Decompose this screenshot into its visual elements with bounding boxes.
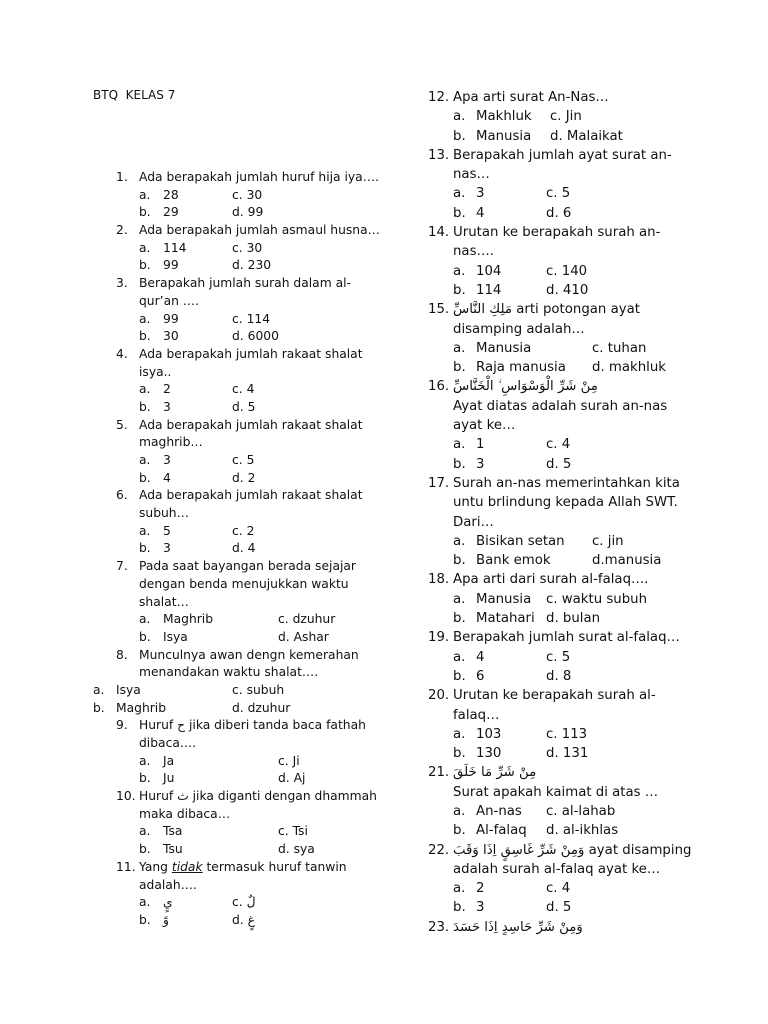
question-17-line-3: Dari… <box>453 514 494 530</box>
question-11: 11. Yang tidak termasuk huruf tanwin <box>116 859 347 874</box>
option-row: a. Manusia c. waktu subuh <box>453 591 648 607</box>
question-4: 4. Ada berapakah jumlah rakaat shalat <box>116 346 363 361</box>
question-3: 3. Berapakah jumlah surah dalam al- <box>116 276 351 291</box>
question-13-line-2: nas… <box>453 167 490 183</box>
question-1: 1. Ada berapakah jumlah huruf hija iya…. <box>116 170 379 184</box>
arabic-verse: مَلِكِ النَّاسِّ <box>453 302 512 318</box>
option-row: b. Manusia d. Malaikat <box>453 128 623 144</box>
option-row: b. 3 d. 4 <box>139 541 256 556</box>
question-5-line-2: maghrib… <box>139 435 203 450</box>
option-row: a. 103 c. 113 <box>453 726 588 742</box>
left-column <box>0 169 410 930</box>
question-12: 12. Apa arti surat An-Nas… <box>428 90 609 105</box>
option-row: a. 5 c. 2 <box>139 523 255 538</box>
option-row: a. 4 c. 5 <box>453 649 571 665</box>
option-row: a. Tsa c. Tsi <box>139 824 308 839</box>
option-row: a. Manusia c. tuhan <box>453 340 647 356</box>
arabic-verse: مِنْ شَرِّ الْوَسْوَاسِ ۙ الْخَنَّاسِّ <box>453 379 598 395</box>
option-row: b. 3 d. 5 <box>453 900 572 916</box>
question-7-line-3: shalat… <box>139 594 189 609</box>
option-row: b. 130 d. 131 <box>453 746 589 762</box>
option-row: a. 1 c. 4 <box>453 437 571 453</box>
question-4-line-2: isya.. <box>139 364 172 379</box>
question-5: 5. Ada berapakah jumlah rakaat shalat <box>116 417 363 432</box>
question-6: 6. Ada berapakah jumlah rakaat shalat <box>116 488 363 503</box>
option-row: a. 114 c. 30 <box>139 240 263 255</box>
question-18: 18. Apa arti dari surah al-falaq…. <box>428 572 649 588</box>
question-11-line-2: adalah…. <box>139 877 197 892</box>
question-22: 22. وَمِنْ شَرِّ غَاسِقٍ اِذَا وَقَبَ ayat disamping <box>428 842 692 858</box>
arabic-verse: مِنْ شَرِّ مَا خَلَقَ <box>453 765 537 781</box>
question-20-line-2: falaq… <box>453 707 500 723</box>
option-row: a. An-nas c. al-lahab <box>453 803 616 819</box>
option-row: a. Bisikan setan c. jin <box>453 533 624 549</box>
option-row: b. 99 d. 230 <box>139 258 272 273</box>
question-16: 16. مِنْ شَرِّ الْوَسْوَاسِ ۙ الْخَنَّاسِّ <box>428 377 678 396</box>
option-row: a. Maghrib c. dzuhur <box>139 612 336 627</box>
question-21-line-2: Surat apakah kaimat di atas … <box>453 784 659 800</box>
question-9-line-2: dibaca…. <box>139 736 197 750</box>
option-row: b. Maghrib d. dzuhur <box>93 700 291 715</box>
question-7: 7. Pada saat bayangan berada sejajar <box>116 559 356 574</box>
option-row: a. يٍ c. لٌ <box>139 895 256 910</box>
option-row: a. 2 c. 4 <box>453 881 571 897</box>
arabic-verse: وَمِنْ شَرِّ حَاسِدٍ اِذَا حَسَدَ <box>453 919 583 935</box>
option-row: b. 4 d. 6 <box>453 205 572 221</box>
option-row: b. Tsu d. sya <box>139 842 315 857</box>
option-row: b. وً d. غٍ <box>139 912 255 927</box>
option-row: b. 4 d. 2 <box>139 470 256 485</box>
option-row: a. 3 c. 5 <box>139 453 255 467</box>
option-row: a. Ja c. Ji <box>139 753 300 768</box>
question-16-line-3: ayat ke… <box>453 418 516 434</box>
option-row: b. Isya d. Ashar <box>139 629 329 644</box>
question-23: 23. وَمِنْ شَرِّ حَاسِدٍ اِذَا حَسَدَ <box>428 918 678 937</box>
question-9: 9. Huruf ح jika diberi tanda baca fathah <box>116 718 366 733</box>
question-6-line-2: subuh… <box>139 506 189 521</box>
option-row: b. 3 d. 5 <box>139 399 256 414</box>
underlined-word: tidak <box>171 859 203 874</box>
question-21: 21. مِنْ شَرِّ مَا خَلَقَ <box>428 763 678 782</box>
question-22-line-2: adalah surah al-falaq ayat ke… <box>453 861 661 877</box>
question-7-line-2: dengan benda menujukkan waktu <box>139 576 349 591</box>
option-row: a. 104 c. 140 <box>453 263 588 279</box>
option-row: b. Bank emok d.manusia <box>453 553 662 569</box>
question-20: 20. Urutan ke berapakah surah al- <box>428 688 656 704</box>
option-row: a. 3 c. 5 <box>453 186 571 202</box>
option-row: a. 99 c. 114 <box>139 311 271 326</box>
question-3-line-2: qur’an …. <box>139 293 200 308</box>
question-16-line-2: Ayat diatas adalah surah an-nas <box>453 398 668 414</box>
question-19: 19. Berapakah jumlah surat al-falaq… <box>428 630 680 646</box>
worksheet-title: BTQ KELAS 7 <box>93 88 176 102</box>
option-row: b. 6 d. 8 <box>453 668 572 684</box>
question-17: 17. Surah an-nas memerintahkan kita <box>428 475 680 491</box>
option-row: a. 28 c. 30 <box>139 187 263 202</box>
question-15-line-2: disamping adalah… <box>453 321 585 337</box>
option-row: b. 29 d. 99 <box>139 205 264 220</box>
option-row: b. Raja manusia d. makhluk <box>453 360 666 376</box>
option-row: a. Makhluk c. Jin <box>453 109 582 125</box>
question-14-line-2: nas…. <box>453 244 495 260</box>
question-14: 14. Urutan ke berapakah surah an- <box>428 225 661 241</box>
right-column <box>428 88 692 937</box>
option-row: b. 30 d. 6000 <box>139 329 279 344</box>
question-10-line-2: maka dibaca… <box>139 806 231 821</box>
option-row: b. Ju d. Aj <box>139 771 306 786</box>
question-2: 2. Ada berapakah jumlah asmaul husna… <box>116 223 380 238</box>
option-row: b. Matahari d. bulan <box>453 611 601 627</box>
question-15: 15. مَلِكِ النَّاسِّ arti potongan ayat <box>428 302 640 318</box>
option-row: a. Isya c. subuh <box>93 682 285 697</box>
option-row: b. 114 d. 410 <box>453 282 589 298</box>
option-row: a. 2 c. 4 <box>139 382 255 397</box>
question-8-line-2: menandakan waktu shalat…. <box>139 665 319 680</box>
question-8: 8. Munculnya awan dengn kemerahan <box>116 647 359 662</box>
question-13: 13. Berapakah jumlah ayat surat an- <box>428 147 672 163</box>
question-10: 10. Huruf ث jika diganti dengan dhammah <box>116 789 377 804</box>
question-17-line-2: untu brlindung kepada Allah SWT. <box>453 495 678 511</box>
option-row: b. 3 d. 5 <box>453 456 572 472</box>
arabic-verse: وَمِنْ شَرِّ غَاسِقٍ اِذَا وَقَبَ <box>453 842 585 858</box>
option-row: b. Al-falaq d. al-ikhlas <box>453 823 619 839</box>
